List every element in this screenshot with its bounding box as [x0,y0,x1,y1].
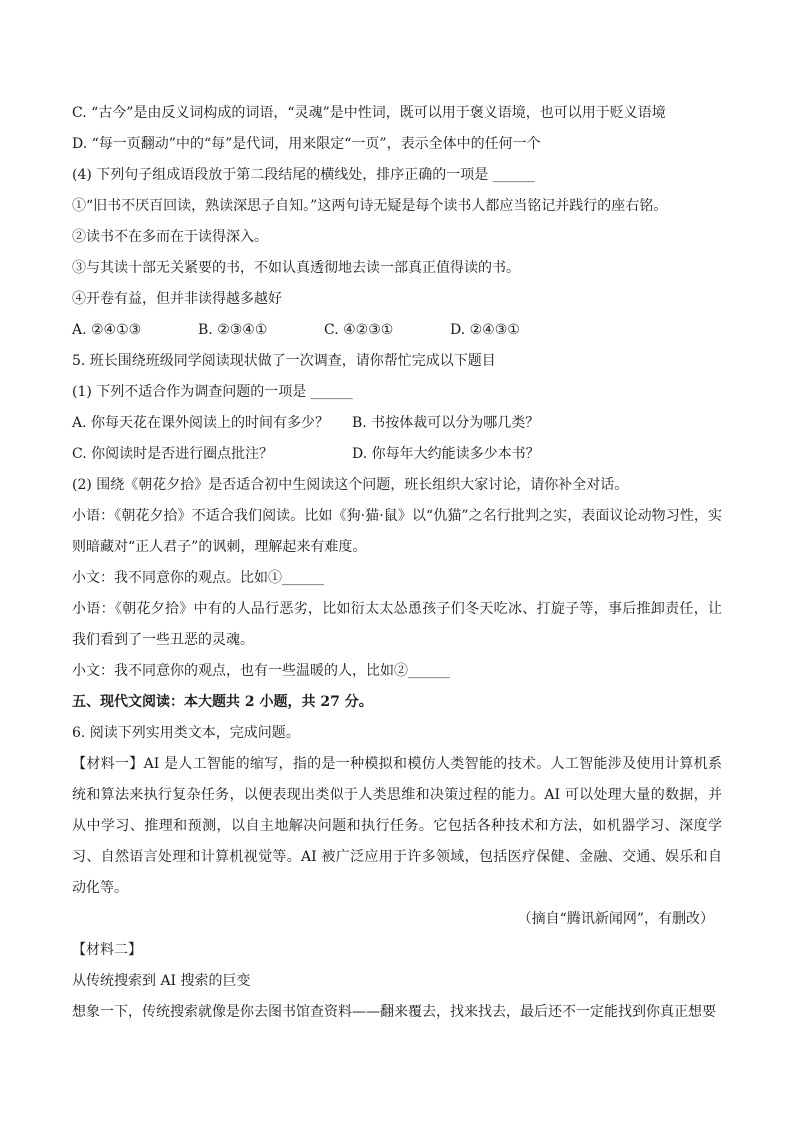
q5-sub2-stem: (2) 围绕《朝花夕拾》是否适合初中生阅读这个问题，班长组织大家讨论，请你补全对话。 [72,477,629,493]
q4-sub4-stem: (4) 下列句子组成语段放于第二段结尾的横线处，排序正确的一项是 ______ [72,167,535,183]
q4-choice-b: B. ②③④① [198,322,268,338]
sentence-3: ③与其读十部无关紧要的书，不如认真透彻地去读一部真正值得读的书。 [72,260,520,276]
dialogue-xiaoyu-2: 小语：《朝花夕拾》中有的人品行恶劣，比如衍太太怂恿孩子们冬天吃冰、打旋子等，事后推卸责任，让我们看到了一些丑恶的灵魂。 [72,601,722,648]
q5-choice-c: C. 你阅读时是否进行圈点批注？ [72,446,274,462]
q5-stem: 5. 班长围绕班级同学阅读现状做了一次调查，请你帮忙完成以下题目 [72,353,496,369]
q4-choice-a: A. ②④①③ [72,322,142,338]
q6-stem: 6. 阅读下列实用类文本，完成问题。 [72,725,300,741]
dialogue-xiaoyu-1: 小语：《朝花夕拾》不适合我们阅读。比如《狗·猫·鼠》以“仇猫”之名行批判之实，表面议论动物习性，实则暗藏对“正人君子”的讽刺，理解起来有难度。 [72,508,722,555]
q4-option-c: C. “古今”是由反义词构成的词语，“灵魂”是中性词，既可以用于褒义语境，也可以用于贬义语境 [72,105,666,121]
q5-choices-row-1 [72,408,722,439]
material-2-title: 从传统搜索到 AI 搜索的巨变 [72,973,251,989]
sentence-1: ①“旧书不厌百回读，熟读深思子自知。”这两句诗无疑是每个读书人都应当铭记并践行的座右铭。 [72,198,668,214]
q5-choice-b: B. 书按体裁可以分为哪几类？ [352,415,540,431]
dialogue-xiaowen-1: 小文：我不同意你的观点。比如①______ [72,570,324,586]
sentence-4: ④开卷有益，但并非读得越多越好 [72,291,282,307]
q4-choices [72,315,722,346]
q5-choices-row-2 [72,439,722,470]
q5-choice-d: D. 你每年大约能读多少本书？ [352,446,540,462]
exam-page [72,98,722,1028]
q4-choice-c: C. ④②③① [324,322,394,338]
dialogue-xiaowen-2: 小文：我不同意你的观点，也有一些温暖的人，比如②______ [72,663,450,679]
material-2-text: 想象一下，传统搜索就像是你去图书馆查资料——翻来覆去，找来找去，最后还不一定能找到你真正想要 [72,1004,716,1020]
material-1-text: 【材料一】AI 是人工智能的缩写，指的是一种模拟和模仿人类智能的技术。人工智能涉及使用计算机系统和算法来执行复杂任务，以便表现出类似于人类思维和决策过程的能力。AI 可以处理大量的数据，并从中学习、推理和预测，以自主地解决问题和执行任务。它包括各种技术和方法，如机器学习、深度学习、自然语言处理和计算机视觉等。AI 被广泛应用于许多领域，包括医疗保健、金融、交通、娱乐和自动化等。 [72,756,722,896]
section-5-heading: 五、现代文阅读：本大题共 2 小题，共 27 分。 [72,694,373,710]
sentence-2: ②读书不在多而在于读得深入。 [72,229,268,245]
material-2-label: 【材料二】 [72,942,142,958]
q5-choice-a: A. 你每天花在课外阅读上的时间有多少？ [72,415,330,431]
q4-option-d: D. “每一页翻动”中的“每”是代词，用来限定“一页”，表示全体中的任何一个 [72,136,541,152]
material-1-source: （摘自“腾讯新闻网”，有删改） [517,911,714,927]
q4-choice-d: D. ②④③① [450,322,520,338]
q5-sub1-stem: (1) 下列不适合作为调查问题的一项是 ______ [72,384,353,400]
